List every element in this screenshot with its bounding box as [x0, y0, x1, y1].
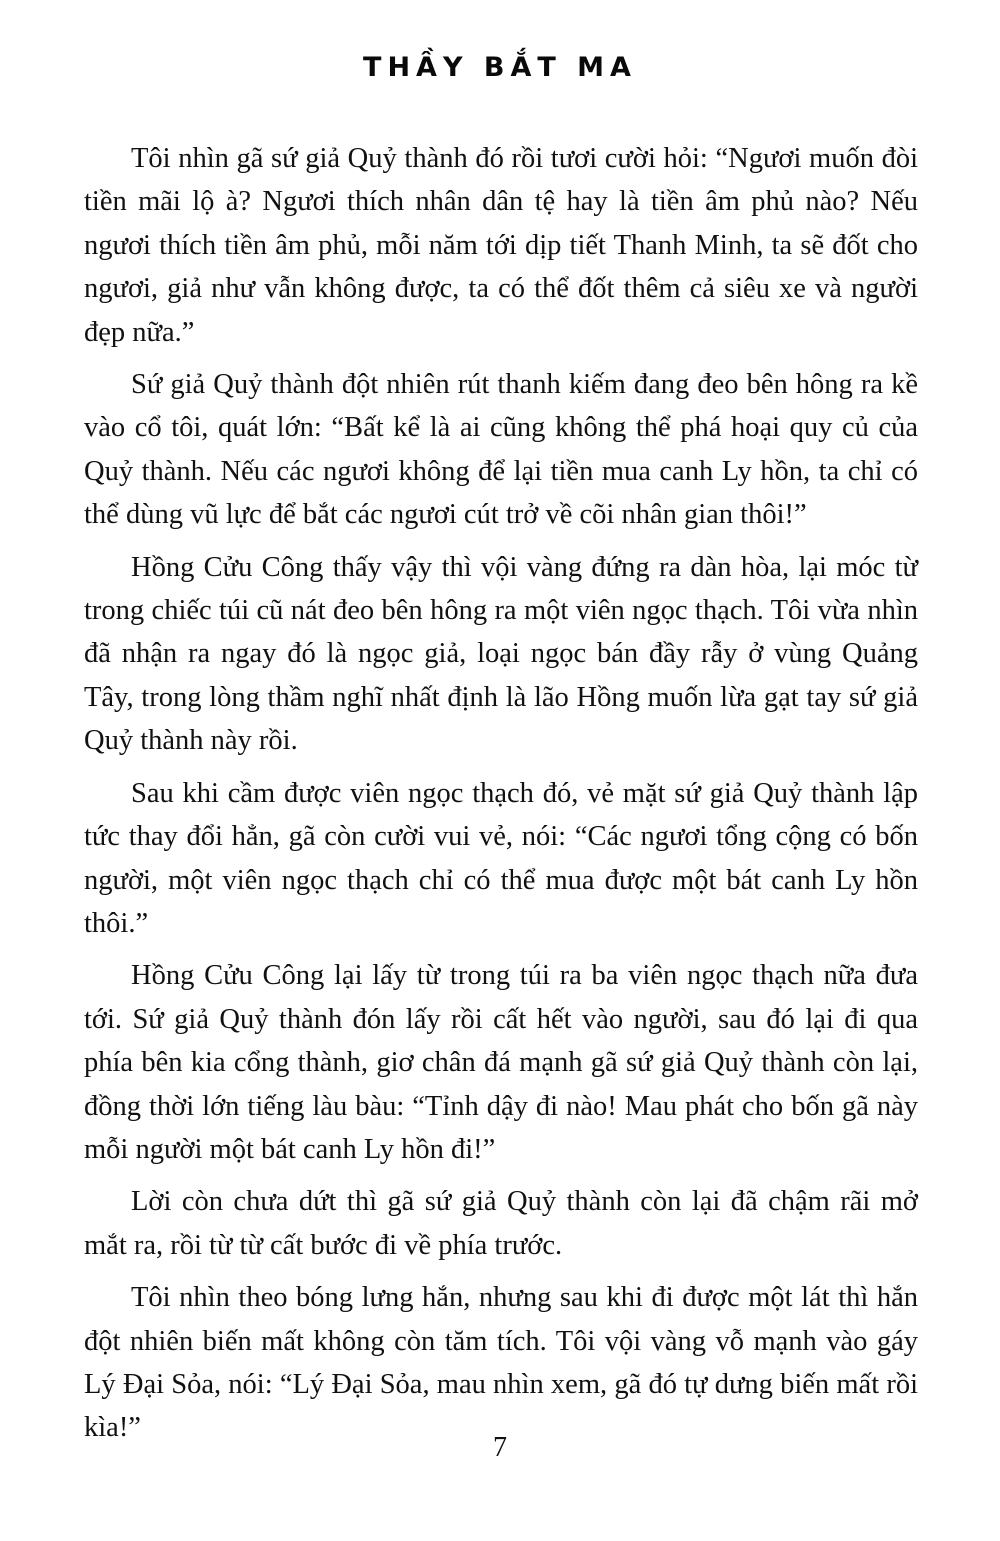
running-title: THẦY BẮT MA — [363, 52, 637, 83]
paragraph: Lời còn chưa dứt thì gã sứ giả Quỷ thành còn lại đã chậm rãi mở mắt ra, rồi từ từ cất bước đi về phía trước. — [84, 1186, 918, 1261]
body-text — [84, 137, 918, 1459]
page-number: 7 — [493, 1432, 507, 1463]
paragraph: Tôi nhìn gã sứ giả Quỷ thành đó rồi tươi cười hỏi: “Ngươi muốn đòi tiền mãi lộ à? Ngươi thích nhân dân tệ hay là tiền âm phủ nào? Nếu ngươi thích tiền âm phủ, mỗi năm tới dịp tiết Thanh Minh, ta sẽ đốt cho ngươi, giả như vẫn không được, ta có thể đốt thêm cả siêu xe và người đẹp nữa.” — [84, 143, 918, 348]
paragraph: Tôi nhìn theo bóng lưng hắn, nhưng sau khi đi được một lát thì hắn đột nhiên biến mất không còn tăm tích. Tôi vội vàng vỗ mạnh vào gáy Lý Đại Sỏa, nói: “Lý Đại Sỏa, mau nhìn xem, gã đó tự dưng biến mất rồi kìa!” — [84, 1282, 918, 1444]
paragraph: Hồng Cửu Công thấy vậy thì vội vàng đứng ra dàn hòa, lại móc từ trong chiếc túi cũ nát đeo bên hông ra một viên ngọc thạch. Tôi vừa nhìn đã nhận ra ngay đó là ngọc giả, loại ngọc bán đầy rẫy ở vùng Quảng Tây, trong lòng thầm nghĩ nhất định là lão Hồng muốn lừa gạt tay sứ giả Quỷ thành này rồi. — [84, 551, 918, 757]
paragraph: Hồng Cửu Công lại lấy từ trong túi ra ba viên ngọc thạch nữa đưa tới. Sứ giả Quỷ thành đón lấy rồi cất hết vào người, sau đó lại đi qua phía bên kia cổng thành, giơ chân đá mạnh gã sứ giả Quỷ thành còn lại, đồng thời lớn tiếng làu bàu: “Tỉnh dậy đi nào! Mau phát cho bốn gã này mỗi người một bát canh Ly hồn đi!” — [84, 960, 918, 1165]
paragraph: Sau khi cầm được viên ngọc thạch đó, vẻ mặt sứ giả Quỷ thành lập tức thay đổi hẳn, gã còn cười vui vẻ, nói: “Các ngươi tổng cộng có bốn người, một viên ngọc thạch chỉ có thể mua được một bát canh Ly hồn thôi.” — [84, 777, 918, 939]
paragraph: Sứ giả Quỷ thành đột nhiên rút thanh kiếm đang đeo bên hông ra kề vào cổ tôi, quát lớn: “Bất kể là ai cũng không thể phá hoại quy củ của Quỷ thành. Nếu các ngươi không để lại tiền mua canh Ly hồn, ta chỉ có thể dùng vũ lực để bắt các ngươi cút trở về cõi nhân gian thôi!” — [84, 369, 918, 531]
